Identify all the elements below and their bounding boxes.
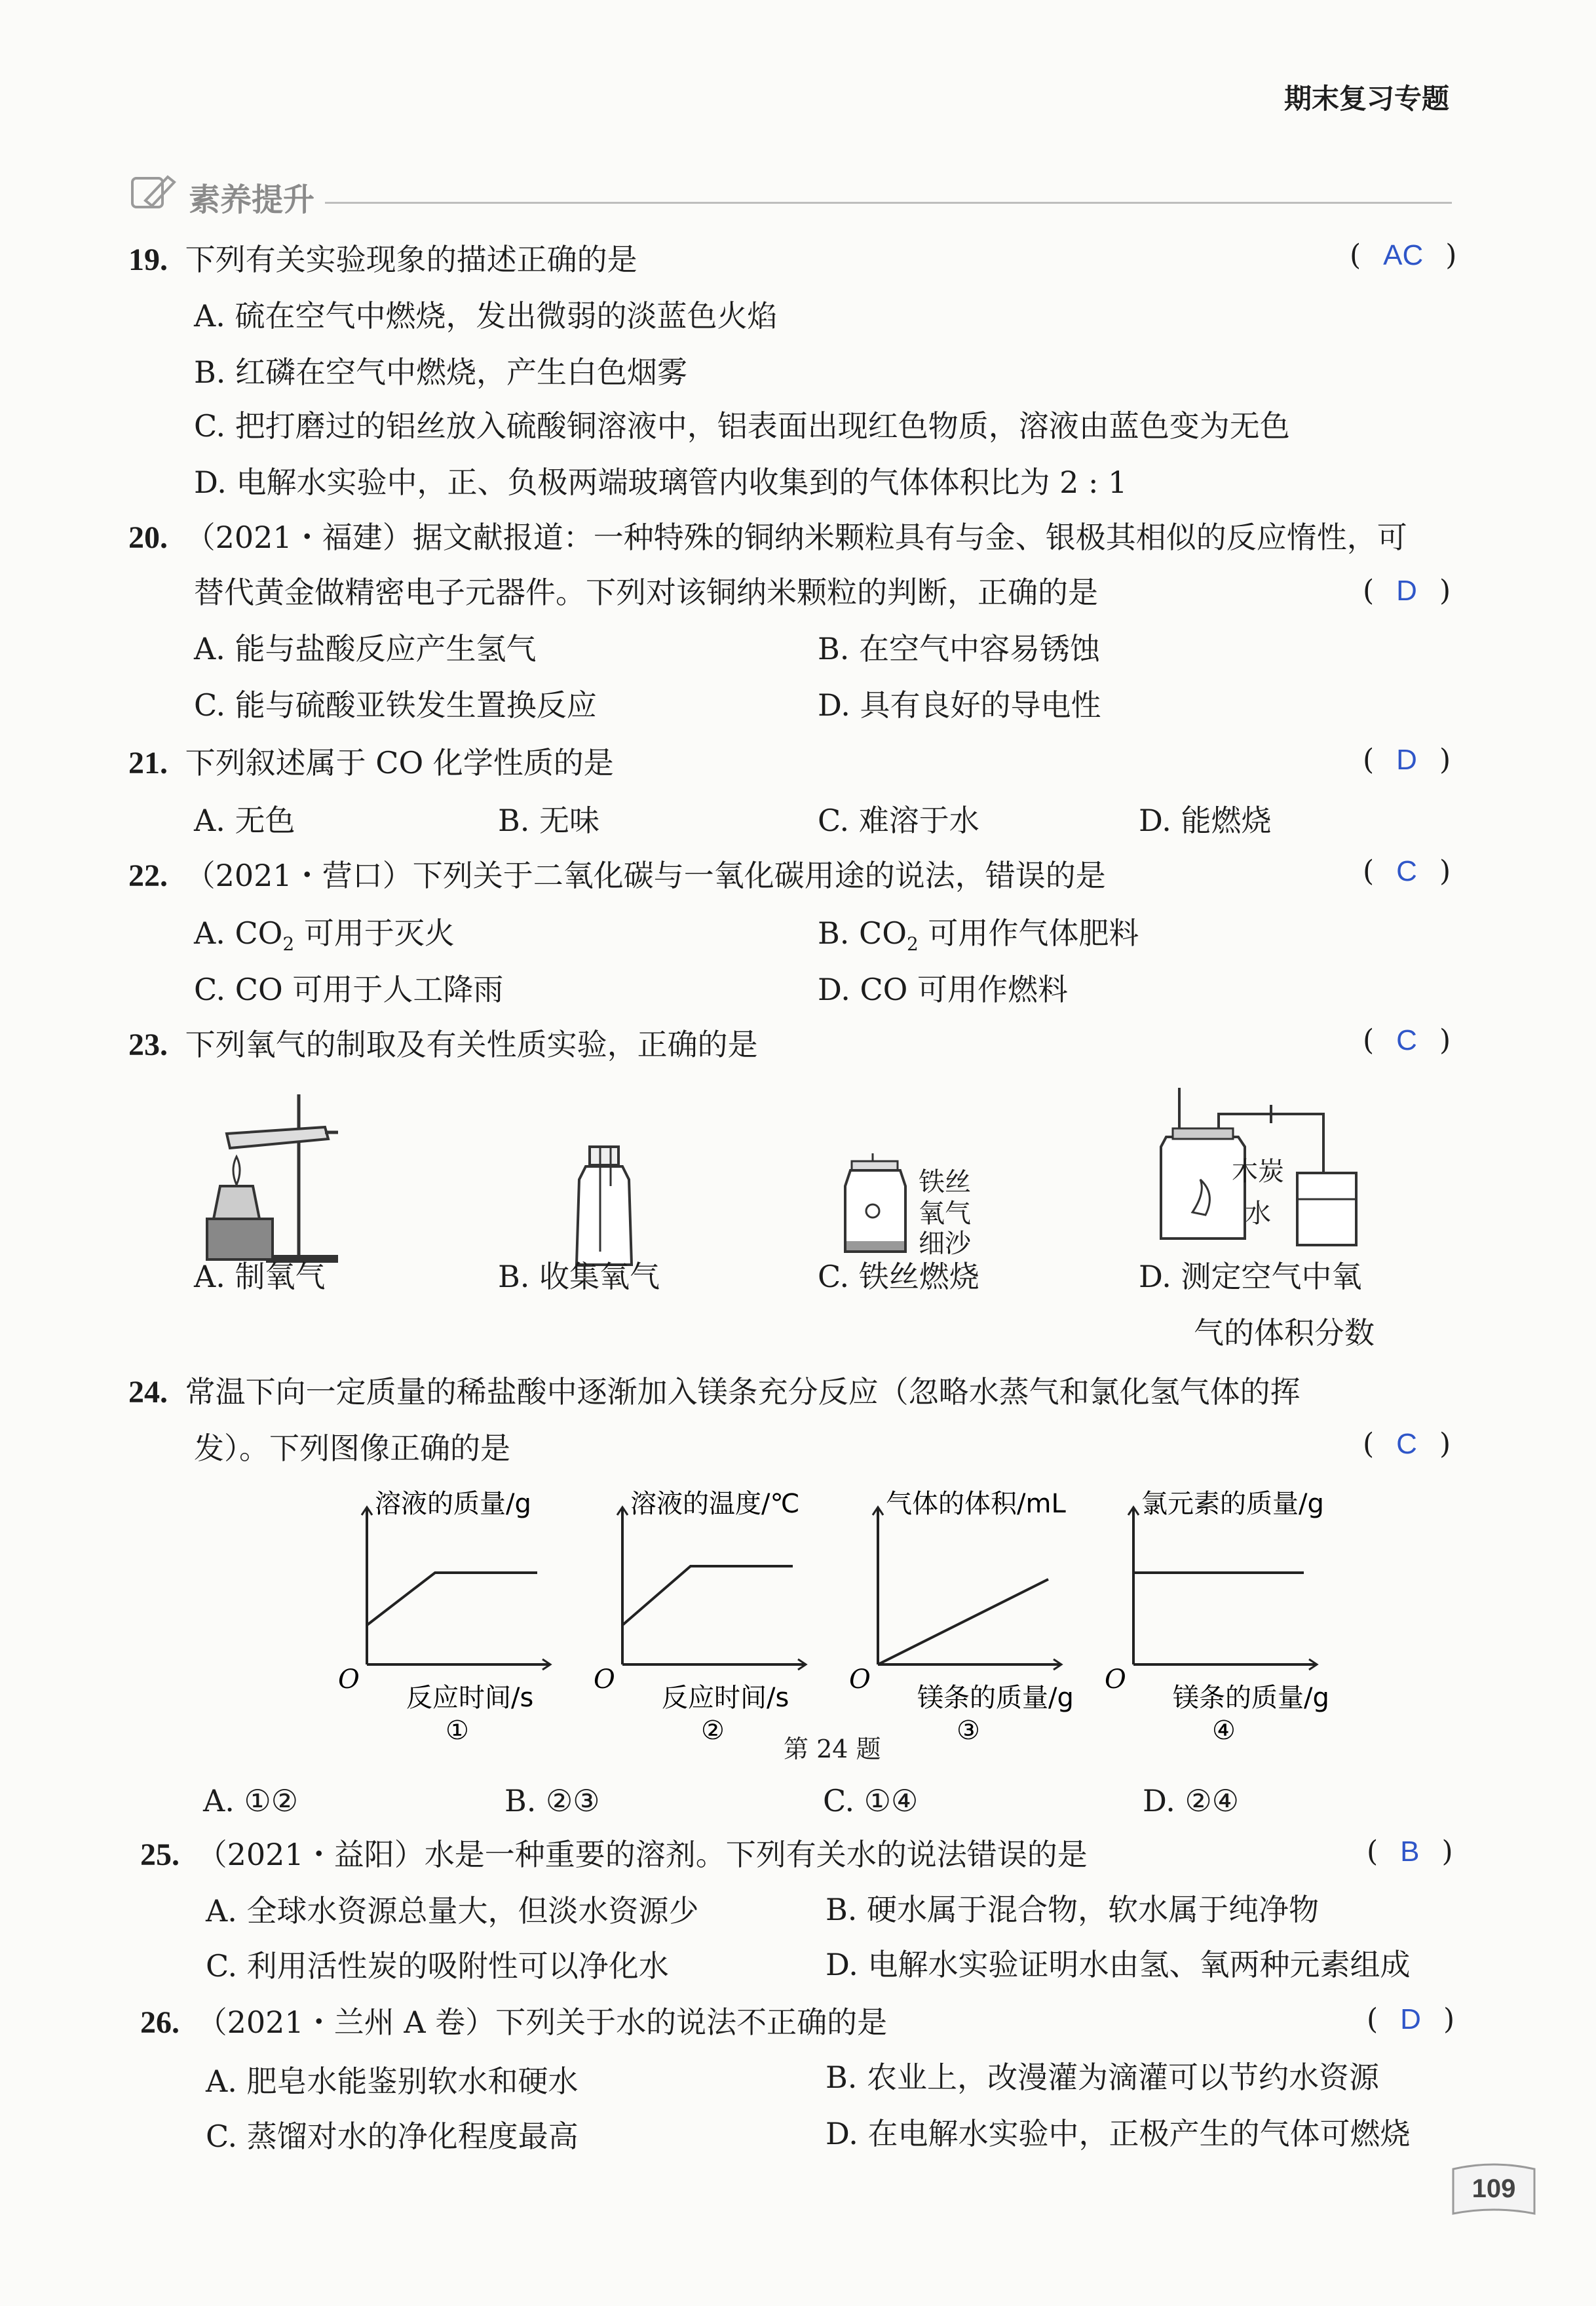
question-stem: （2021・福建）据文献报道：一种特殊的铜纳米颗粒具有与金、银极其相似的反应惰性，可 xyxy=(185,520,1407,555)
question-22: 22. （2021・营口）下列关于二氧化碳与一氧化碳用途的说法，错误的是 xyxy=(128,858,1106,893)
page-number: 109 xyxy=(1472,2174,1516,2203)
option-25-b: B. 硬水属于混合物，软水属于纯净物 xyxy=(826,1892,1320,1927)
option-21-d: D. 能燃烧 xyxy=(1139,803,1272,838)
answer-22: ( C ) xyxy=(1363,855,1451,888)
question-stem: （2021・兰州 A 卷）下列关于水的说法不正确的是 xyxy=(197,2005,888,2040)
option-19-b: B. 红磷在空气中燃烧，产生白色烟雾 xyxy=(194,355,688,390)
apparatus-a-heating xyxy=(194,1088,364,1271)
figure-caption: 第 24 题 xyxy=(784,1735,881,1763)
answer-21: ( D ) xyxy=(1363,743,1451,777)
question-stem: （2021・营口）下列关于二氧化碳与一氧化碳用途的说法，错误的是 xyxy=(185,858,1106,893)
option-20-b: B. 在空气中容易锈蚀 xyxy=(818,631,1101,666)
option-19-a: A. 硫在空气中燃烧，发出微弱的淡蓝色火焰 xyxy=(194,298,778,334)
x-axis-label: 镁条的质量/g xyxy=(1173,1683,1329,1713)
data-line xyxy=(622,1566,793,1625)
graph-index: ① xyxy=(446,1716,469,1746)
apparatus-d-air-oxygen xyxy=(1153,1081,1481,1252)
section-rule xyxy=(325,202,1452,204)
option-19-c: C. 把打磨过的铝丝放入硫酸铜溶液中，铝表面出现红色物质，溶液由蓝色变为无色 xyxy=(194,408,1290,444)
origin-label: O xyxy=(338,1664,360,1695)
label-iron-wire: 铁丝 xyxy=(919,1167,971,1197)
option-26-c: C. 蒸馏对水的净化程度最高 xyxy=(206,2119,579,2154)
data-line xyxy=(367,1573,537,1625)
option-22-a: A. $CO_2$ 可用于灭火 xyxy=(194,915,455,955)
question-stem: 下列氧气的制取及有关性质实验，正确的是 xyxy=(185,1027,758,1062)
answer-24: ( C ) xyxy=(1363,1427,1451,1461)
answer-19: ( AC ) xyxy=(1350,239,1457,272)
answer-26: ( D ) xyxy=(1367,2003,1455,2036)
q24-graphs xyxy=(338,1481,1363,1746)
question-stem: 下列有关实验现象的描述正确的是 xyxy=(185,242,637,277)
option-25-c: C. 利用活性炭的吸附性可以净化水 xyxy=(206,1948,669,1984)
question-20: 20. （2021・福建）据文献报道：一种特殊的铜纳米颗粒具有与金、银极其相似的反应惰性，可 xyxy=(128,520,1407,555)
option-26-d: D. 在电解水实验中，正极产生的气体可燃烧 xyxy=(826,2116,1411,2151)
x-axis-label: 反应时间/s xyxy=(406,1683,534,1713)
option-21-a: A. 无色 xyxy=(194,803,295,838)
question-stem-cont: 发）。下列图像正确的是 xyxy=(194,1431,510,1466)
option-23-b: B. 收集氧气 xyxy=(498,1259,660,1294)
option-21-b: B. 无味 xyxy=(498,803,600,838)
option-20-c: C. 能与硫酸亚铁发生置换反应 xyxy=(194,687,597,723)
pencil-icon xyxy=(128,172,181,211)
x-axis-label: 反应时间/s xyxy=(662,1683,789,1713)
option-23-d: D. 测定空气中氧 xyxy=(1139,1259,1362,1294)
option-19-d: D. 电解水实验中，正、负极两端玻璃管内收集到的气体体积比为 2 : 1 xyxy=(194,465,1128,500)
data-line xyxy=(878,1579,1048,1664)
label-water: 水 xyxy=(1245,1199,1271,1229)
option-22-b: B. $CO_2$ 可用作气体肥料 xyxy=(818,915,1139,955)
section-title: 素养提升 xyxy=(189,182,315,218)
option-24-a: A. ①② xyxy=(203,1783,298,1818)
graph-index: ④ xyxy=(1212,1716,1236,1746)
question-stem: 常温下向一定质量的稀盐酸中逐渐加入镁条充分反应（忽略水蒸气和氯化氢气体的挥 xyxy=(185,1374,1301,1410)
answer-23: ( C ) xyxy=(1363,1024,1451,1057)
question-number: 19. xyxy=(128,242,168,277)
answer-25: ( B ) xyxy=(1367,1835,1453,1868)
origin-label: O xyxy=(1105,1664,1126,1695)
page-number-badge xyxy=(1448,2160,1540,2219)
question-stem: （2021・益阳）水是一种重要的溶剂。下列有关水的说法错误的是 xyxy=(197,1837,1088,1872)
option-24-c: C. ①④ xyxy=(823,1783,919,1818)
option-23-c: C. 铁丝燃烧 xyxy=(818,1259,979,1294)
option-22-d: D. CO 可用作燃料 xyxy=(818,972,1069,1007)
y-axis-label: 氯元素的质量/g xyxy=(1141,1489,1324,1519)
option-21-c: C. 难溶于水 xyxy=(818,803,979,838)
label-charcoal: 木炭 xyxy=(1232,1157,1284,1187)
question-25: 25. （2021・益阳）水是一种重要的溶剂。下列有关水的说法错误的是 xyxy=(140,1837,1088,1872)
option-26-b: B. 农业上，改漫灌为滴灌可以节约水资源 xyxy=(826,2060,1380,2095)
y-axis-label: 溶液的温度/℃ xyxy=(630,1489,800,1519)
option-24-d: D. ②④ xyxy=(1143,1783,1239,1818)
answer-20: ( D ) xyxy=(1363,574,1451,607)
option-20-d: D. 具有良好的导电性 xyxy=(818,687,1101,723)
question-26: 26. （2021・兰州 A 卷）下列关于水的说法不正确的是 xyxy=(140,2005,888,2040)
y-axis-label: 气体的体积/mL xyxy=(886,1489,1066,1519)
y-axis-label: 溶液的质量/g xyxy=(375,1489,531,1519)
label-sand: 细沙 xyxy=(919,1229,971,1259)
question-19 xyxy=(128,240,637,280)
graph-index: ② xyxy=(701,1716,725,1746)
question-23: 23. 下列氧气的制取及有关性质实验，正确的是 xyxy=(128,1027,758,1062)
option-24-b: B. ②③ xyxy=(504,1783,600,1818)
question-21: 21. 下列叙述属于 CO 化学性质的是 xyxy=(128,745,614,780)
apparatus-c-iron-burning xyxy=(832,1153,924,1258)
question-24: 24. 常温下向一定质量的稀盐酸中逐渐加入镁条充分反应（忽略水蒸气和氯化氢气体的挥 xyxy=(128,1374,1301,1410)
apparatus-b-gas-bottle xyxy=(563,1140,642,1271)
question-stem: 下列叙述属于 CO 化学性质的是 xyxy=(185,745,614,780)
header-title: 期末复习专题 xyxy=(1284,83,1450,115)
option-25-a: A. 全球水资源总量大，但淡水资源少 xyxy=(206,1893,699,1929)
label-oxygen: 氧气 xyxy=(919,1199,971,1229)
option-23-d-cont: 气的体积分数 xyxy=(1194,1315,1375,1351)
option-25-d: D. 电解水实验证明水由氢、氧两种元素组成 xyxy=(826,1947,1411,1982)
graph-index: ③ xyxy=(957,1716,980,1746)
origin-label: O xyxy=(594,1664,615,1695)
x-axis-label: 镁条的质量/g xyxy=(917,1683,1074,1713)
option-22-c: C. CO 可用于人工降雨 xyxy=(194,972,504,1007)
option-20-a: A. 能与盐酸反应产生氢气 xyxy=(194,631,537,666)
option-26-a: A. 肥皂水能鉴别软水和硬水 xyxy=(206,2064,579,2099)
section-header xyxy=(128,172,1458,218)
origin-label: O xyxy=(849,1664,871,1695)
question-stem-cont: 替代黄金做精密电子元器件。下列对该铜纳米颗粒的判断，正确的是 xyxy=(194,575,1098,610)
option-23-a: A. 制氧气 xyxy=(194,1259,326,1294)
